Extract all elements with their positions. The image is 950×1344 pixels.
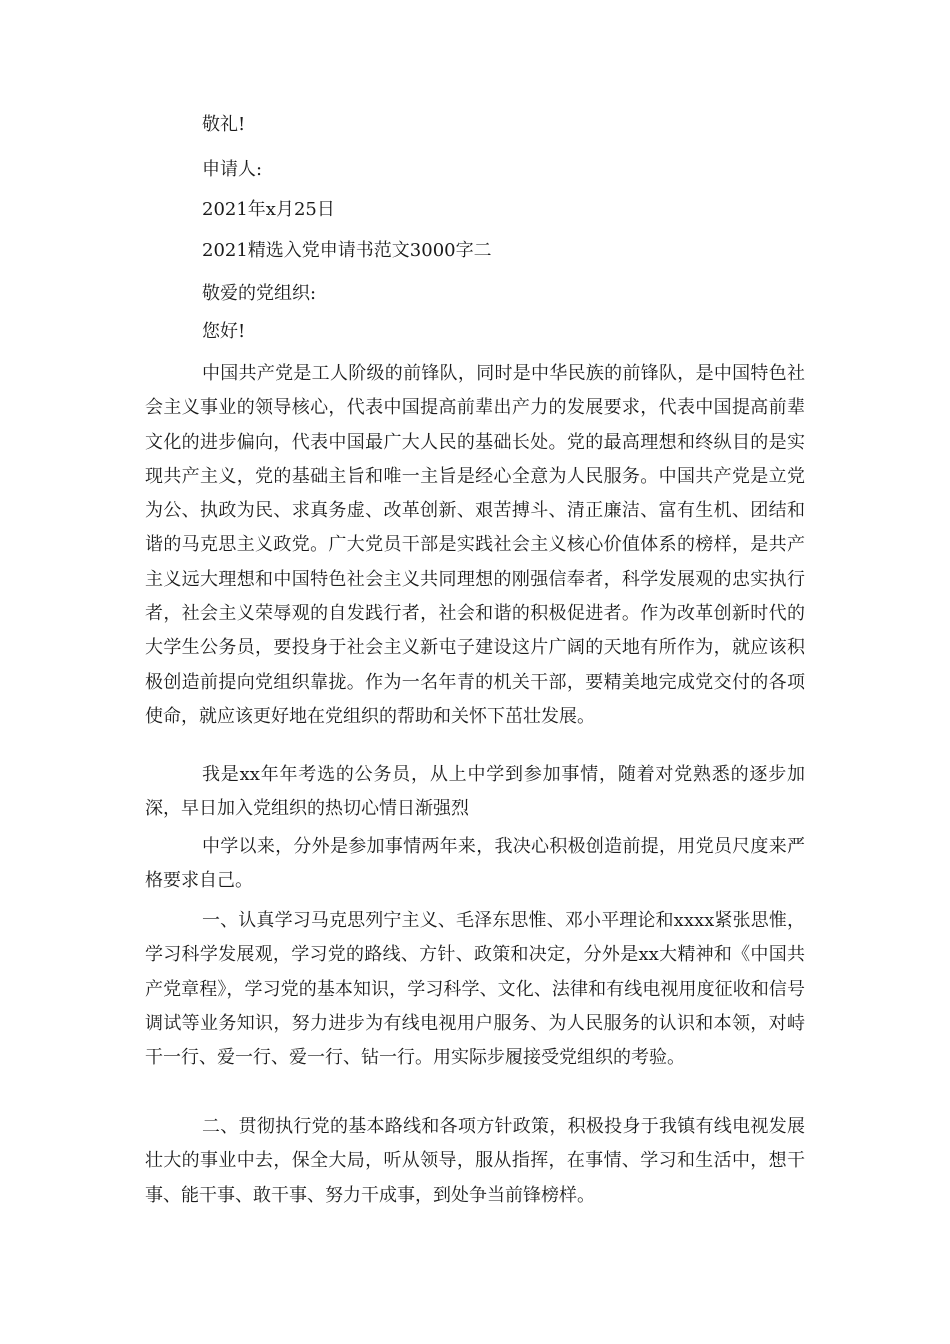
body-paragraph: 中学以来，分外是参加事情两年来，我决心积极创造前提，用党员尺度来严格要求自己。 <box>145 836 805 892</box>
greeting: 您好! <box>202 321 246 342</box>
body-paragraph: 二、贯彻执行党的基本路线和各项方针政策，积极投身于我镇有线电视发展壮大的事业中去，保全大局，听从领导，服从指挥，在事情、学习和生活中，想干事、能干事、敢干事、努力干成事，到处争当前锋榜样。 <box>145 1116 805 1206</box>
date-line: 2021年x月25日 <box>202 199 335 220</box>
body-paragraph: 中国共产党是工人阶级的前锋队，同时是中华民族的前锋队，是中国特色社会主义事业的领导核心，代表中国提高前辈出产力的发展要求，代表中国提高前辈文化的进步偏向，代表中国最广大人民的基础长处。党的最高理想和终纵目的是实现共产主义，党的基础主旨和唯一主旨是经心全意为人民服务。中国共产党是立党为公、执政为民、求真务虚、改革创新、艰苦搏斗、清正廉洁、富有生机、团结和谐的马克思主义政党。广大党员干部是实践社会主义核心价值体系的榜样，是共产主义远大理想和中国特色社会主义共同理想的刚强信奉者，科学发展观的忠实执行者，社会主义荣辱观的自发践行者，社会和谐的积极促进者。作为改革创新时代的大学生公务员，要投身于社会主义新屯子建设这片广阔的天地有所作为，就应该积极创造前提向党组织靠拢。作为一名年青的机关干部，要精美地完成党交付的各项使命，就应该更好地在党组织的帮助和关怀下茁壮发展。 <box>145 363 805 727</box>
section-title: 2021精选入党申请书范文3000字二 <box>202 240 492 261</box>
body-paragraph: 我是xx年年考选的公务员，从上中学到参加事情，随着对党熟悉的逐步加深，早日加入党组织的热切心情日渐强烈 <box>145 764 805 820</box>
closing-line: 敬礼! <box>202 114 246 135</box>
body-paragraph: 一、认真学习马克思列宁主义、毛泽东思惟、邓小平理论和xxxx紧张思惟，学习科学发展观，学习党的路线、方针、政策和决定，分外是xx大精神和《中国共产党章程》，学习党的基本知识，学习科学、文化、法律和有线电视用度征收和信号调试等业务知识，努力进步为有线电视用户服务、为人民服务的认识和本领，对峙干一行、爱一行、爱一行、钻一行。用实际步履接受党组织的考验。 <box>145 910 805 1069</box>
salutation: 敬爱的党组织: <box>202 283 317 304</box>
applicant-label: 申请人: <box>202 159 263 180</box>
